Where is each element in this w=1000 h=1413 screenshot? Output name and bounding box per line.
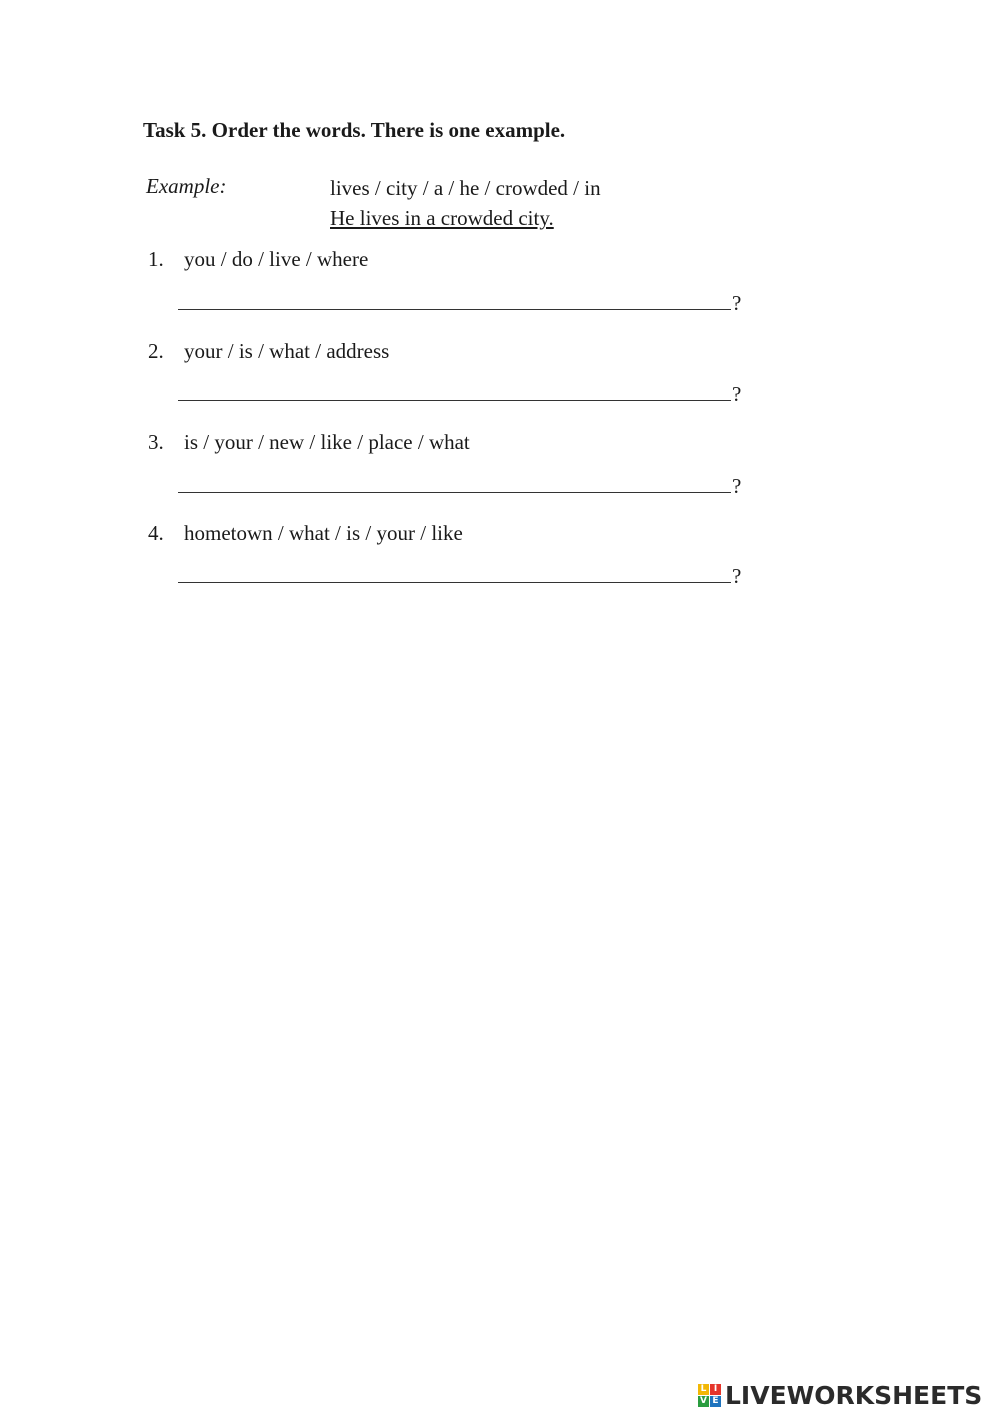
question-mark: ? [732, 291, 742, 315]
liveworksheets-logo [698, 1380, 982, 1410]
question-number: 2. [148, 339, 164, 363]
question-number: 1. [148, 247, 164, 271]
question-mark: ? [732, 474, 742, 498]
question-item-3 [148, 430, 470, 455]
logo-text: LIVEWORKSHEETS [725, 1380, 983, 1410]
answer-blank[interactable] [178, 399, 731, 401]
logo-icon-cell: L [698, 1384, 709, 1395]
answer-line-3[interactable] [178, 471, 741, 499]
question-words: hometown / what / is / your / like [184, 521, 463, 545]
question-mark: ? [732, 564, 742, 588]
logo-icon-cell: E [710, 1396, 721, 1407]
question-mark: ? [732, 382, 742, 406]
question-words: is / your / new / like / place / what [184, 430, 470, 454]
answer-line-2[interactable] [178, 379, 741, 407]
question-number: 4. [148, 521, 164, 545]
answer-line-1[interactable] [178, 288, 741, 316]
example-words: lives / city / a / he / crowded / in [330, 176, 601, 200]
answer-blank[interactable] [178, 308, 731, 310]
question-item-2 [148, 339, 389, 364]
task-title: Task 5. Order the words. There is one example. [143, 118, 566, 142]
question-words: you / do / live / where [184, 247, 369, 271]
logo-icon-cell: I [710, 1384, 721, 1395]
logo-icon-cell: V [698, 1396, 709, 1407]
logo-icon [698, 1384, 721, 1407]
example-answer: He lives in a crowded city. [330, 206, 554, 230]
question-number: 3. [148, 430, 164, 454]
question-item-1 [148, 247, 368, 272]
answer-blank[interactable] [178, 581, 731, 583]
question-words: your / is / what / address [184, 339, 390, 363]
example-label: Example: [146, 174, 227, 198]
answer-line-4[interactable] [178, 561, 741, 589]
question-item-4 [148, 521, 463, 546]
answer-blank[interactable] [178, 491, 731, 493]
